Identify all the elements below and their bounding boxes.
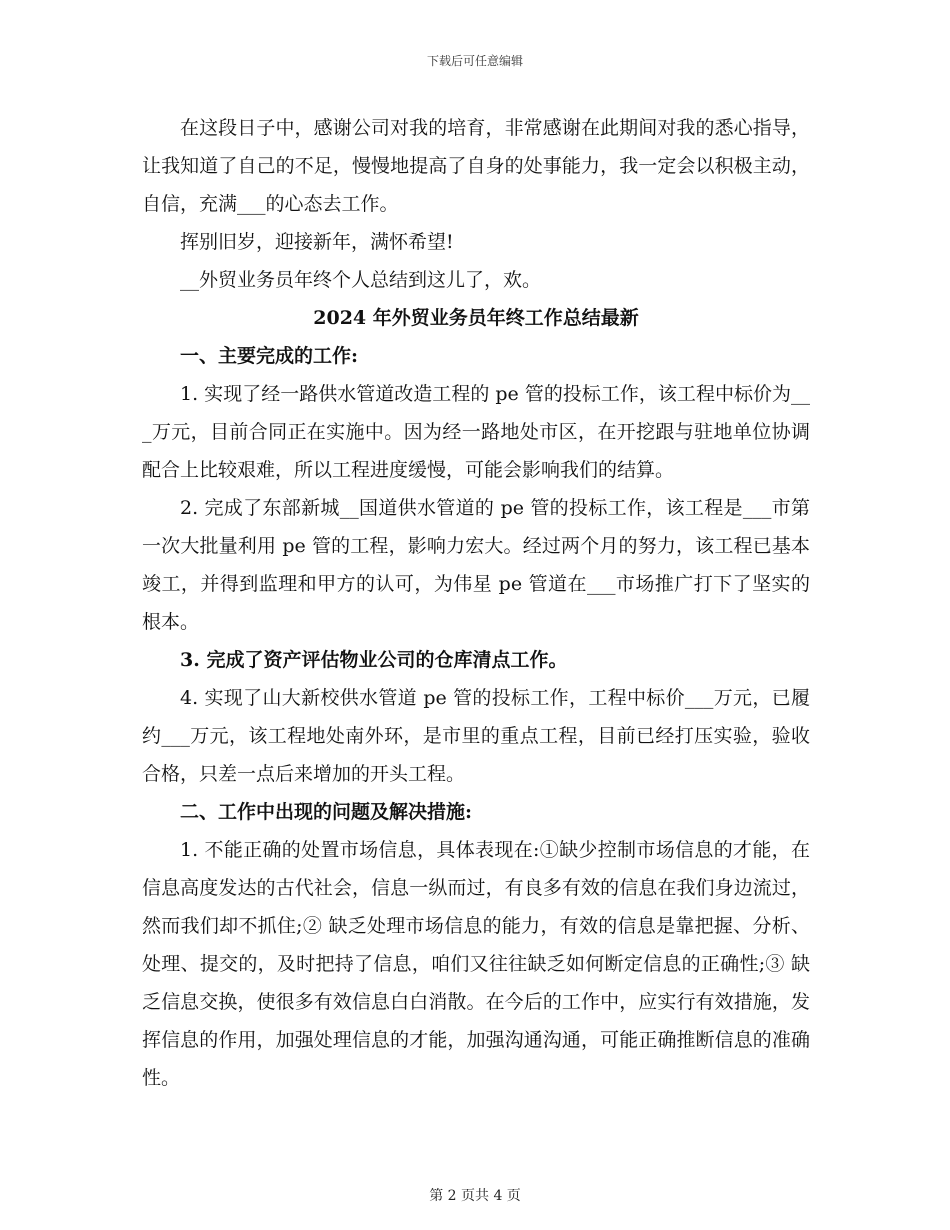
- document-body: [142, 109, 810, 1097]
- page-header: 下载后可任意编辑: [426, 54, 523, 68]
- paragraph: 在这段日子中，感谢公司对我的培育，非常感谢在此期间对我的悉心指导，让我知道了自己的不足，慢慢地提高了自身的处事能力，我一定会以积极主动，自信，充满___的心态去工作。: [142, 117, 810, 215]
- paragraph: __外贸业务员年终个人总结到这儿了，欢。: [180, 269, 542, 291]
- section-heading: 一、主要完成的工作:: [180, 345, 359, 367]
- paragraph: 挥别旧岁，迎接新年，满怀希望!: [180, 231, 454, 253]
- section-heading: 二、工作中出现的问题及解决措施:: [180, 801, 473, 823]
- paragraph: 4. 实现了山大新校供水管道 pe 管的投标工作，工程中标价___万元，已履约___万元，该工程地处南外环，是市里的重点工程，目前已经打压实验，验收合格，只差一点后来增加的开头工程。: [142, 687, 810, 785]
- bold-item: 3. 完成了资产评估物业公司的仓库清点工作。: [180, 649, 568, 671]
- paragraph: 1. 不能正确的处置市场信息，具体表现在:①缺少控制市场信息的才能，在信息高度发达的古代社会，信息一纵而过，有良多有效的信息在我们身边流过，然而我们却不抓住;② 缺乏处理市场信息的能力，有效的信息是靠把握、分析、处理、提交的，及时把持了信息，咱们又往往缺乏如何断定信息的正确性;③ 缺乏信息交换，使很多有效信息白白消散。在今后的工作中，应实行有效措施，发挥信息的作用，加强处理信息的才能，加强沟通沟通，可能正确推断信息的准确性。: [142, 839, 810, 1089]
- page-footer: 第 2 页共 4 页: [429, 1188, 521, 1204]
- paragraph: 1. 实现了经一路供水管道改造工程的 pe 管的投标工作，该工程中标价为___万元，目前合同正在实施中。因为经一路地处市区，在开挖跟与驻地单位协调配合上比较艰难，所以工程进度缓慢，可能会影响我们的结算。: [142, 383, 810, 481]
- document-title: 2024 年外贸业务员年终工作总结最新: [313, 307, 639, 329]
- paragraph: 2. 完成了东部新城__国道供水管道的 pe 管的投标工作，该工程是___市第一次大批量利用 pe 管的工程，影响力宏大。经过两个月的努力，该工程已基本竣工，并得到监理和甲方的认可，为伟星 pe 管道在___市场推广打下了坚实的根本。: [142, 497, 810, 633]
